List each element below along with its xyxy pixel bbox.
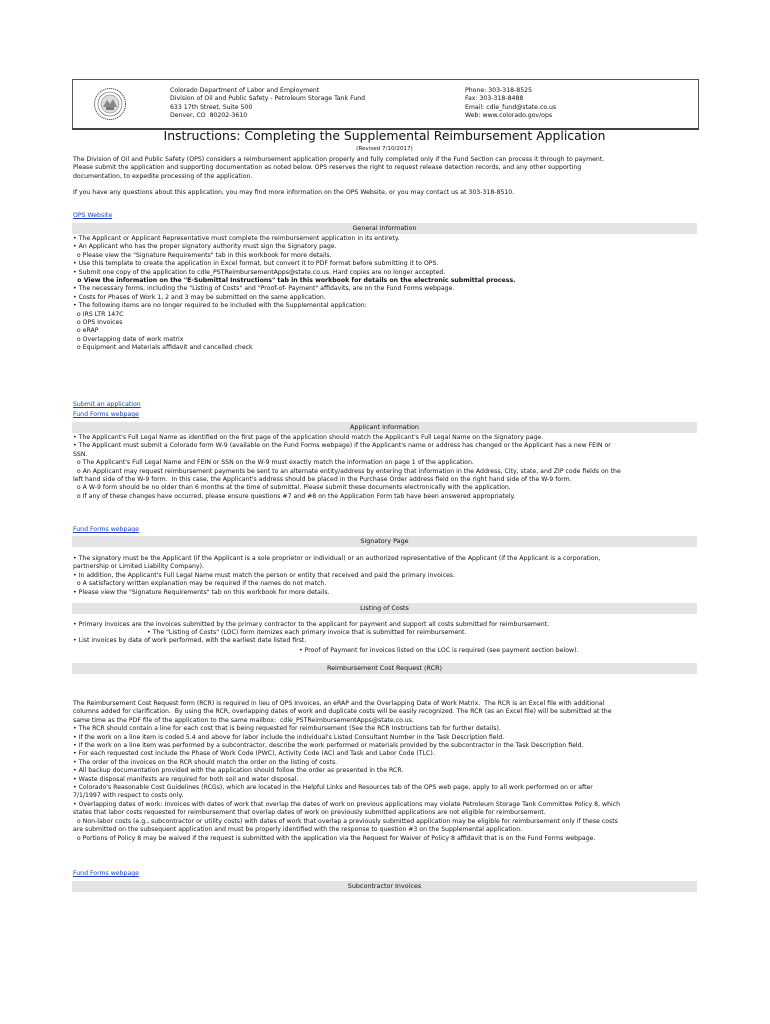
list-item: • Use this template to create the application in Excel format, but convert it to PDF format before submitting it to OPS.	[73, 260, 439, 268]
list-item: • Colorado's Reasonable Cost Guidelines (RCGs), which are located in the Helpful Links and Resources tab of the OPS web page, apply to all work performed on or after	[73, 784, 593, 792]
list-item: 7/1/1997 with respect to costs only.	[73, 792, 184, 800]
list-item: • All backup documentation provided with the application should follow the order as presented in the RCR.	[73, 767, 404, 775]
section-heading-applicant: Applicant information	[72, 422, 697, 433]
section-heading-signatory: Signatory Page	[72, 536, 697, 547]
list-item: o A W-9 form should be no older than 6 months at the time of submittal. Please submit these documents electronically with the application.	[73, 484, 511, 492]
list-item: • The Applicant's Full Legal Name as identified on the first page of the application should match the Applicant's Full Legal Name on the Signatory page.	[73, 434, 544, 441]
section-heading-subcontractor: Subcontractor Invoices	[72, 881, 697, 892]
address-line: Division of Oil and Public Safety - Petroleum Storage Tank Fund	[170, 95, 366, 103]
list-item: • In addition, the Applicant's Full Legal Name must match the person or entity that received and paid the primary invoices.	[73, 571, 455, 579]
signatory-list	[73, 555, 601, 597]
list-item: • If the work on a line item was performed by a subcontractor, describe the work performed or materials provided by the subcontractor in the Task Description field.	[73, 742, 584, 750]
list-item: o Please view the "Signature Requirements" tab in this workbook for more details.	[73, 251, 332, 259]
list-item: o An Applicant may request reimbursement payments be sent to an alternate entity/address by entering that information in the Address, City, state, and ZIP code fields on the	[73, 467, 621, 475]
section-heading-general: General information	[72, 223, 697, 234]
phone-text: Phone: 303-318-8525	[465, 87, 533, 94]
fund-forms-link[interactable]: Fund Forms webpage	[73, 411, 139, 418]
list-item: • The Applicant or Applicant Representative must complete the reimbursement application in its entirety.	[73, 235, 400, 242]
list-item: • The RCR should contain a line for each cost that is being requested for reimbursement (See the RCR Instructions tab for further details).	[73, 725, 501, 733]
list-item: • The order of the invoices on the RCR should match the order on the listing of costs.	[73, 758, 338, 766]
list-item: • For each requested cost include the Phase of Work Code (PWC), Activity Code (AC) and Task and Labor Code (TLC).	[73, 750, 435, 758]
section-heading-rcr: Reimbursement Cost Request (RCR)	[72, 663, 697, 674]
list-item: The Reimbursement Cost Request form (RCR) is required in lieu of OPS Invoices, an eRAP and the Overlapping Date of Work Matrix. The RCR is an Excel file with additional	[73, 700, 605, 707]
list-item: o eRAP	[73, 327, 99, 335]
address-line: Colorado Department of Labor and Employment	[170, 87, 320, 94]
fund-forms-link[interactable]: Fund Forms webpage	[73, 870, 139, 877]
list-item: • The necessary forms, including the "Listing of Costs" and "Proof-of- Payment" affidavits, are on the Fund Forms webpage.	[73, 285, 455, 293]
address-line: Denver, CO 80202-3610	[170, 112, 248, 120]
contact-block	[465, 87, 556, 121]
list-item: • Please view the "Signature Requirements" tab on this workbook for more details.	[73, 588, 330, 596]
letterhead-box	[72, 79, 699, 130]
list-item: • Overlapping dates of work: Invoices with dates of work that overlap the dates of work on previous applications may violate Petroleum Storage Tank Committee Policy 8, which	[73, 800, 621, 808]
address-block	[170, 87, 365, 121]
list-item: same time as the PDF file of the application to the same mailbox: cdle_PSTReimbursementApps@state.co.us.	[73, 716, 414, 724]
page-title: Instructions: Completing the Supplemental Reimbursement Application	[163, 128, 606, 143]
rcr-list	[73, 700, 620, 843]
list-item: states that labor costs requested for reimbursement that overlap dates of work on previously submitted applications are not eligible for reimbursement.	[73, 809, 546, 817]
list-item: o Portions of Policy 8 may be waived if the request is submitted with the application via the Request for Waiver of Policy 8 affidavit that is on the Fund Forms webpage.	[73, 834, 596, 842]
list-item: • The Applicant must submit a Colorado form W-9 (available on the Fund Forms webpage) if the Applicant's name or address has changed or the Applicant has a new FEIN or	[73, 442, 611, 450]
list-item: • Costs for Phases of Work 1, 2 and 3 may be submitted on the same application.	[73, 293, 326, 301]
list-item: columns added for clarification. By using the RCR, overlapping dates of work and duplicate costs will be easily recognized. The RCR (as an Excel file) will be submitted at the	[73, 708, 612, 716]
ops-website-link[interactable]: OPS Website	[73, 212, 113, 219]
intro-line: Please submit the application and supporting documentation as noted below. OPS reserves the right to request release detection records, and any other supporting	[73, 164, 582, 172]
list-item: left hand side of the W-9 form. In this case, the Applicant's address should be placed in the Purchase Order address field on the right hand side of the W-9 form.	[73, 476, 572, 484]
list-item: o The Applicant's Full Legal Name and FEIN or SSN on the W-9 must exactly match the information on page 1 of the application.	[73, 459, 474, 467]
list-item: are submitted on the subsequent application and must be properly identified with the response to question #3 on the Supplemental application.	[73, 826, 523, 834]
list-item: • An Applicant who has the proper signatory authority must sign the Signatory page.	[73, 243, 337, 251]
email-text: Email: cdle_fund@state.co.us	[465, 103, 557, 111]
list-item: o OPS Invoices	[73, 319, 123, 327]
list-item: o IRS LTR 147C	[73, 310, 124, 318]
state-seal-icon	[93, 87, 127, 121]
questions-text: If you have any questions about this application, you may find more information on the OPS Website, or you may contact us at 303-318-8510.	[73, 189, 515, 196]
list-item: SSN.	[73, 450, 88, 458]
general-info-list	[73, 235, 515, 353]
list-item: • Primary invoices are the invoices submitted by the primary contractor to the applicant for payment and support all costs submitted for reimbursement.	[73, 621, 550, 628]
list-item: o Equipment and Materials affidavit and cancelled check	[73, 344, 253, 352]
list-item: o A satisfactory written explanation may be required if the names do not match.	[73, 580, 327, 588]
list-item: • Waste disposal manifests are required for both soil and water disposal.	[73, 775, 299, 783]
list-item: partnership or Limited Liability Company).	[73, 563, 204, 571]
fund-forms-link[interactable]: Fund Forms webpage	[73, 526, 139, 533]
list-item: • The following items are no longer required to be included with the Supplemental application:	[73, 302, 367, 310]
intro-line: The Division of Oil and Public Safety (OPS) considers a reimbursement application properly and fully completed only if the Fund Section can process it through to payment.	[73, 156, 605, 163]
intro-paragraph	[73, 156, 604, 181]
section-heading-listing: Listing of Costs	[72, 603, 697, 614]
list-item: o Non-labor costs (e.g., subcontractor or utility costs) with dates of work that overlap a previously submitted application may be eligible for reimbursement only if these costs	[73, 817, 618, 825]
list-item-bold: o View the information on the "E-Submittal Instructions" tab in this workbook for details on the electronic submittal process.	[73, 277, 516, 285]
intro-line: documentation, to expedite processing of the application.	[73, 172, 253, 180]
applicant-info-list	[73, 434, 621, 501]
revised-date: (Revised 7/10/2017)	[356, 146, 413, 152]
address-line: 633 17th Street, Suite 500	[170, 103, 253, 111]
list-item: o If any of these changes have occurred, please ensure questions #7 and #8 on the Application Form tab have been answered appropriately.	[73, 492, 516, 500]
list-item: o Overlapping date of work matrix	[73, 335, 184, 343]
list-item: • List invoices by date of work performed, with the earliest date listed first.	[73, 637, 307, 644]
list-item: • Submit one copy of the application to cdle_PSTReimbursementApps@state.co.us. Hard copies are no longer accepted.	[73, 268, 446, 276]
list-item: • Proof of Payment for invoices listed on the LOC is required (see payment section below).	[299, 647, 579, 654]
web-text: Web: www.colorado.gov/ops	[465, 112, 553, 120]
fax-text: Fax: 303-318-8488	[465, 95, 524, 103]
submit-application-link[interactable]: Submit an application	[73, 401, 141, 408]
list-item: • The signatory must be the Applicant (if the Applicant is a sole proprietor or individual) or an authorized representative of the Applicant (if the Applicant is a corporation,	[73, 555, 601, 562]
list-item: • The "Listing of Costs" (LOC) form itemizes each primary invoice that is submitted for reimbursement.	[147, 629, 467, 636]
list-item: • If the work on a line item is coded 5.4 and above for labor include the individual's Listed Consultant Number in the Task Description field.	[73, 733, 505, 741]
